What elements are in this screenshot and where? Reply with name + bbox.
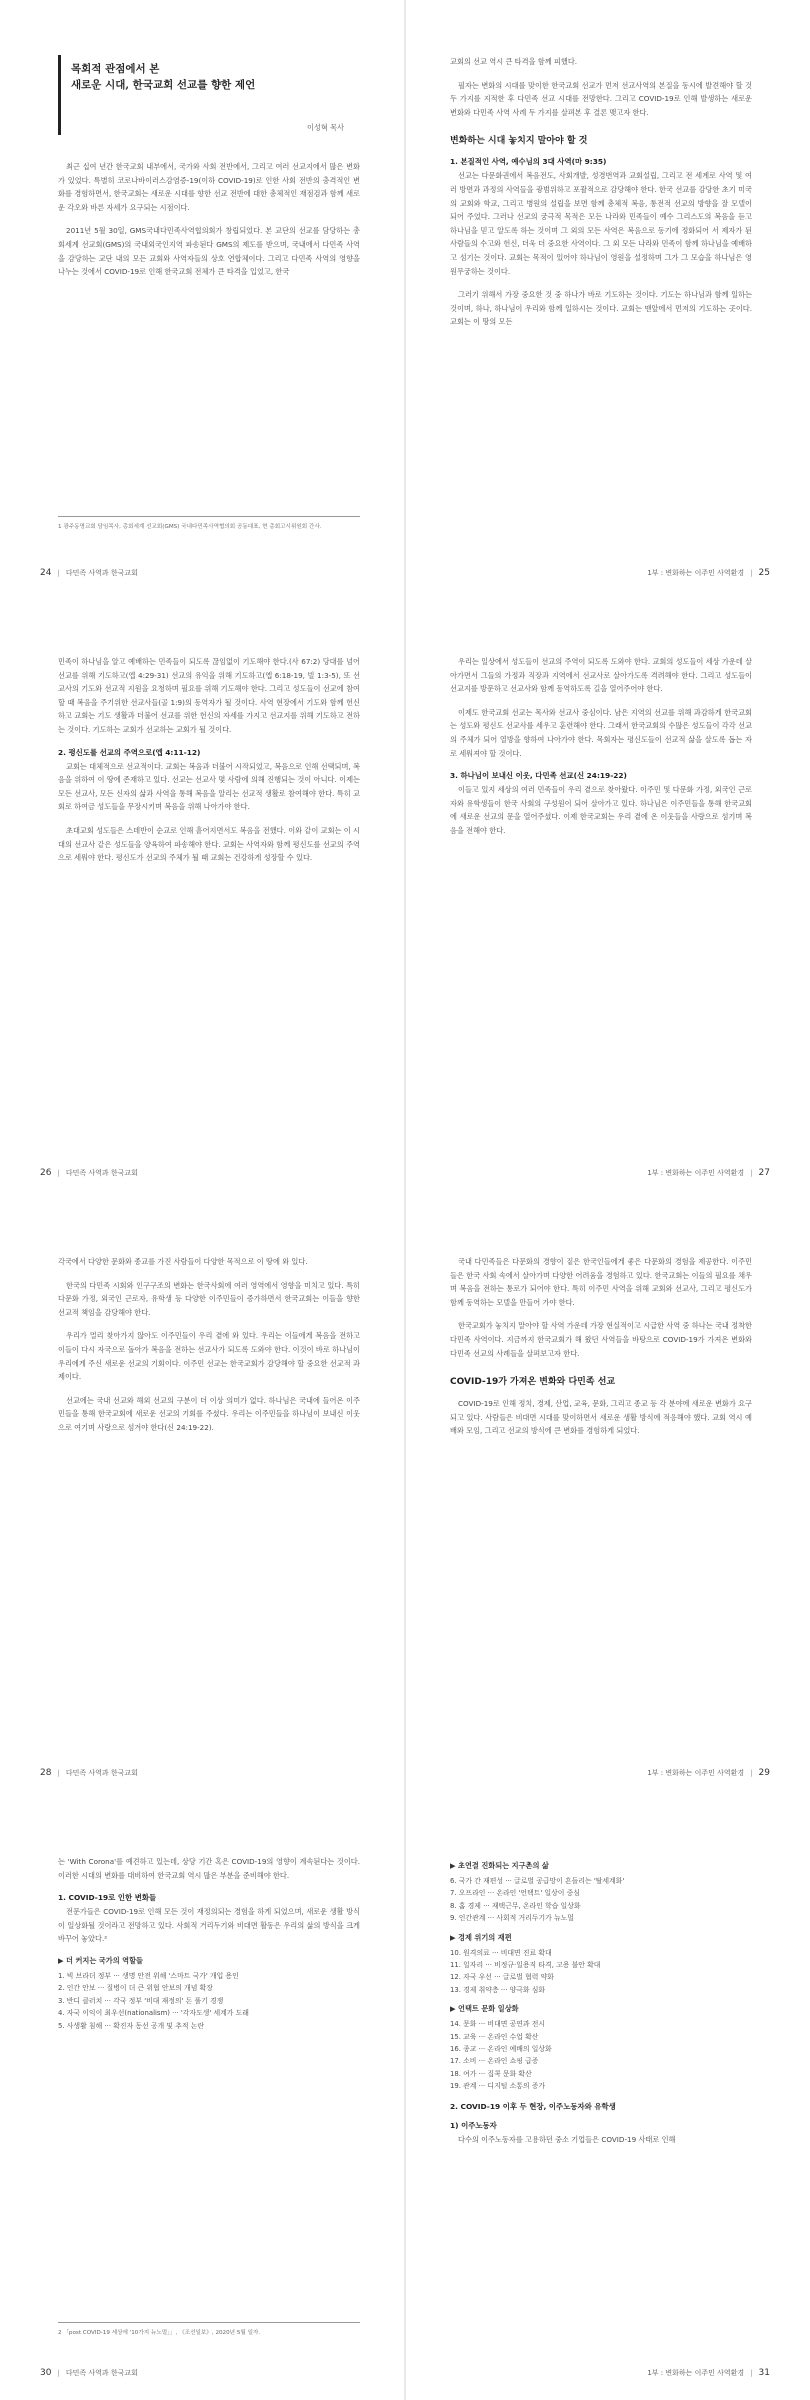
- page-number: 29: [758, 1768, 770, 1778]
- page-footer: [446, 568, 770, 578]
- page-footer: [446, 2368, 770, 2378]
- running-title: 1부 : 변화하는 이주민 사역환경: [647, 1169, 745, 1177]
- sub-heading: 1. 본질적인 사역, 예수님의 3대 사역(마 9:35): [450, 157, 607, 167]
- paragraph: 이들고 있지 세상의 여러 민족들이 우리 곁으로 찾아왔다. 이주민 및 다문화 가정, 외국인 근로자와 유학생들이 한국 사회의 구성원이 되어 살아가고 있다. 하나님은 이주민들을 통해 한국교회에 새로운 선교의 문을 열어주셨다. 이제 한국교회는 우리 곁에 온 이웃들을 사랑으로 섬기며 복음을 전해야 한다.: [450, 785, 752, 835]
- footnote: 1 광주동명교회 담임목사, 총회세계 선교회(GMS) 국내다민족사역협의회 공동대표, 현 총회고시위원회 간사.: [58, 516, 360, 532]
- footer-separator: |: [750, 1169, 753, 1177]
- page-25: [406, 0, 810, 600]
- paragraph: 한국의 다민족 시회와 인구구조의 변화는 한국사회에 여러 영역에서 영향을 미치고 있다. 특히 다문화 가정, 외국인 근로자, 유학생 등 다양한 이주민들이 증가하면서 한국교회는 이들을 향한 선교적 책임을 감당해야 한다.: [58, 1280, 360, 1317]
- running-title: 다민족 사역과 한국교회: [65, 2369, 138, 2377]
- list-item: 5. 사생활 침해 ··· 확진자 동선 공개 및 추적 논란: [58, 2021, 205, 2030]
- spread-4: [0, 1800, 810, 2400]
- list-item: 9. 인간관계 ··· 사회적 거리두기가 뉴노멀: [450, 1914, 574, 1923]
- paragraph: 2011년 5월 30일, GMS국내다민족사역협의회가 창립되었다. 본 교단의 선교를 담당하는 총회세계 선교회(GMS)의 국내외국인지역 파송된다 GMS의 제도를 받으며, 국내에서 다민족 사역을 감당하는 교단 내의 모든 교회와 사역자들의 상호 연합체이다. 그리고 다민족 사역의 영향을 나누는 것에서 COVID-19로 인해 한국교회 전체가 큰 타격을 입었고, 한국: [58, 226, 360, 277]
- footer-separator: |: [57, 569, 60, 577]
- paragraph: 이제도 한국교회 선교는 목사와 선교사 중심이다. 남은 지역의 선교를 위해 과감하게 한국교회는 성도와 평신도 선교사를 세우고 훈련해야 한다. 그래서 한국교회의 수많은 성도들이 각각 선교의 주체가 되어 열방을 향하여 나아가야 한다. 목회자는 평신도들이 선교적 삶을 살도록 돕는 자로 세워져야 할 것이다.: [450, 707, 752, 758]
- list-item: 2. 인간 안보 ··· 질병이 더 큰 위협 안보의 개념 확장: [58, 1984, 213, 1993]
- list-item: 7. 오프라인 ··· 온라인 '언택트' 일상이 중심: [450, 1889, 580, 1898]
- page-number: 31: [758, 2368, 770, 2378]
- footer-separator: |: [57, 1169, 60, 1177]
- list-item: 10. 원격의료 ··· 비대면 진료 확대: [450, 1948, 552, 1957]
- running-title: 1부 : 변화하는 이주민 사역환경: [647, 569, 745, 577]
- page-body: [58, 655, 360, 875]
- list-item: 17. 소비 ··· 온라인 쇼핑 급증: [450, 2057, 539, 2066]
- page-body: [450, 1855, 752, 2156]
- page-body: [450, 655, 752, 848]
- paragraph: 우리가 멀리 찾아가지 않아도 이주민들이 우리 곁에 와 있다. 우리는 이들에게 복음을 전하고 이들이 다시 자국으로 돌아가 복음을 전하는 선교사가 되도록 도와야 한다. 이것이 바로 하나님이 우리에게 주신 새로운 선교의 기회이다. 이주민 선교는 한국교회가 감당해야 할 중요한 선교적 과제이다.: [58, 1331, 360, 1382]
- page-31: [406, 1800, 810, 2400]
- list: [450, 1947, 752, 1997]
- page-29: [406, 1200, 810, 1800]
- list-heading: ▶ 더 커지는 국가의 역할들: [58, 1955, 143, 1965]
- page-footer: [40, 2368, 364, 2378]
- footer-separator: |: [750, 2369, 753, 2377]
- spread-2: [0, 600, 810, 1200]
- page-body: [450, 1255, 752, 1448]
- list-heading: ▶ 초연결 진화되는 지구촌의 삶: [450, 1861, 549, 1870]
- spread-3: [0, 1200, 810, 1800]
- list: [450, 1875, 752, 1925]
- footer-separator: |: [57, 1769, 60, 1777]
- paragraph: COVID-19로 인해 정치, 경제, 산업, 교육, 문화, 그리고 종교 등 각 분야에 새로운 변화가 요구되고 있다. 사람들은 비대면 시대를 맞이하면서 새로운 생활 방식에 적응해야 했다. 교회 역시 예배와 모임, 그리고 선교의 방식에 큰 변화를 경험하게 되었다.: [450, 1399, 752, 1436]
- paragraph: 전문가들은 COVID-19로 인해 모든 것이 재정의되는 경험을 하게 되었으며, 새로운 생활 방식이 일상화될 것이라고 전망하고 있다. 사회적 거리두기와 비대면 활동은 우리의 삶의 방식을 크게 바꾸어 놓았다.²: [58, 1907, 360, 1944]
- spread-1: [0, 0, 810, 600]
- paragraph: 우리는 일상에서 성도들이 선교의 주역이 되도록 도와야 한다. 교회의 성도들이 세상 가운데 살아가면서 그들의 가정과 직장과 지역에서 선교사로 살아가도록 격려해야 한다. 그리고 성도들이 선교지를 방문하고 선교사와 함께 동역하도록 길을 열어주어야 한다.: [450, 657, 752, 694]
- page-24: [0, 0, 404, 600]
- list-item: 13. 경제 취약층 ··· 양극화 심화: [450, 1985, 546, 1994]
- page-footer: [446, 1168, 770, 1178]
- paragraph: 민족이 하나님을 알고 예배하는 민족들이 되도록 끊임없이 기도해야 한다.(사 67:2) 당대를 넘어 선교를 위해 기도하고(엡 4:29-31) 선교의 유익을 위해 기도하고(엡 6:18-19, 빌 1:3-5), 또 선교사의 기도와 선교적 지원을 요청하며 필요를 위해 기도해야 한다. 그리고 성도들이 선교에 참여할 때 복음을 주기위한 선교사들(골 1:9)의 동역자가 될 것이다. 사역 현장에서 기도와 함께 헌신하고 교회는 기도 생활과 더불어 선교를 위한 헌신의 자세를 가지고 선교지를 위해 기도하고 전하는 것이다. 기도하는 교회가 선교하는 교회가 될 것이다.: [58, 657, 360, 734]
- author: 이성혁 목사: [306, 123, 344, 132]
- page-number: 24: [40, 568, 52, 578]
- paragraph: 선교는 다문화권에서 복음전도, 사회개발, 성경번역과 교회설립, 그리고 전 세계로 사역 및 여러 방면과 과정의 사역들을 광범위하고 포괄적으로 감당해야 한다. 한국 선교를 감당한 초기 미국의 교회와 학교, 그리고 병원의 설립을 보면 함께 총체적 복음, 통전적 선교의 방향을 잘 모델이 되어 주었다. 그러나 선교의 궁극적 목적은 모든 나라와 민족들이 예수 그리스도의 복음을 듣고 하나님을 믿고 알도록 하는 것이며 그 외의 모든 사역은 복음으로 동기에 정화되어 서 제자가 된 사람들의 수고와 헌신, 더욱 더 중요한 사역이다. 그 외 모든 나라와 민족이 함께 하나님을 예배하고 섬기는 것이다. 교회는 목적이 있어야 하나님이 영원을 설정하며 그가 그 모습을 하나님은 영원무궁하는 것이다.: [450, 171, 752, 276]
- page-27: [406, 600, 810, 1200]
- list-item: 8. 홈 경제 ··· 재택근무, 온라인 학습 일상화: [450, 1901, 581, 1910]
- chapter-title-line-1: 목회적 관점에서 본: [71, 63, 160, 75]
- paragraph: 선교에는 국내 선교와 해외 선교의 구분이 더 이상 의미가 없다. 하나님은 국내에 들어온 이주민들을 통해 한국교회에 새로운 선교의 기회를 주셨다. 우리는 이주민들을 하나님이 보내신 이웃으로 여기며 사랑으로 섬겨야 한다(신 24:19-22).: [58, 1395, 360, 1432]
- paragraph: 한국교회가 놓치지 말아야 할 사역 가운데 가장 현실적이고 시급한 사역 중 하나는 국내 정착한 다민족 사역이다. 지금까지 한국교회가 해 왔던 사역들을 바탕으로 COVID-19가 가져온 변화와 다민족 선교의 사례들을 살펴보고자 한다.: [450, 1321, 752, 1358]
- running-title: 1부 : 변화하는 이주민 사역환경: [647, 1769, 745, 1777]
- list-item: 19. 관계 ··· 디지털 소통의 증가: [450, 2082, 546, 2091]
- list-item: 4. 자국 이익이 최우선(nationalism) ··· '각자도생' 세계가 도래: [58, 2009, 249, 2018]
- paragraph: 그러기 위해서 가장 중요한 것 중 하나가 바로 기도하는 것이다. 기도는 하나님과 함께 일하는 것이며, 하나, 하나님이 우리와 함께 일하시는 것이다. 교회는 맨앞에서 먼저의 기도하는 곳이다. 교회는 이 땅의 모든: [450, 290, 752, 327]
- list-item: 14. 문화 ··· 비대면 공연과 전시: [450, 2020, 546, 2029]
- section-heading: 변화하는 시대 놓치지 말아야 할 것: [450, 136, 588, 147]
- paragraph: 다수의 이주노동자를 고용하던 중소 기업들은 COVID-19 사태로 인해: [458, 2134, 676, 2144]
- page-footer: [40, 1768, 364, 1778]
- paragraph: 교회는 대체적으로 선교적이다. 교회는 복음과 더불어 시작되었고, 복음으로 인해 선택되며, 복음을 위하여 이 땅에 존재하고 있다. 선교는 선교사 몇 사람에 의해 진행되는 것이 아니다. 이제는 모든 선교사, 모든 신자의 삶과 사역을 통해 복음을 알리는 선교적 생활로 참여해야 한다. 특히 교회로 하여금 성도들을 무장시키며 복음을 위해 나아가야 한다.: [58, 761, 360, 812]
- chapter-title-line-2: 새로운 시대, 한국교회 선교를 향한 제언: [71, 79, 256, 91]
- page-number: 25: [758, 568, 770, 578]
- paragraph: 국내 다민족들은 다문화의 경향이 짙은 한국인들에게 좋은 다문화의 경험을 제공한다. 이주민들은 한국 사회 속에서 살아가며 다양한 어려움을 경험하고 있다. 한국교회는 이들의 필요를 채우며 복음을 전하는 통로가 되어야 한다. 특히 이주민 사역을 위해 교회와 선교사, 그리고 평신도가 함께 동역하는 모델을 만들어 가야 한다.: [450, 1257, 752, 1307]
- list-item: 11. 일자리 ··· 비정규·일용직 타격, 고용 불안 확대: [450, 1961, 601, 1970]
- footer-separator: |: [750, 569, 753, 577]
- sub-heading: 2. 평신도를 선교의 주역으로(엡 4:11-12): [58, 747, 201, 757]
- page-footer: [40, 1168, 364, 1178]
- sub-heading: 1) 이주노동자: [450, 2120, 497, 2130]
- page-body: [450, 55, 752, 339]
- list-item: 3. 반디 클러치 ··· 각국 정부 '비대 재정의' 돈 풀기 경쟁: [58, 1996, 224, 2005]
- page-body: [58, 1855, 360, 2040]
- page-number: 28: [40, 1768, 52, 1778]
- footer-separator: |: [750, 1769, 753, 1777]
- list-heading: ▶ 경제 위기의 재편: [450, 1932, 512, 1942]
- sub-heading: 2. COVID-19 이후 두 현장, 이주노동자와 유학생: [450, 2101, 616, 2111]
- list: [450, 2018, 752, 2092]
- section-heading: COVID-19가 가져온 변화와 다민족 선교: [450, 1377, 616, 1388]
- paragraph: 초대교회 성도들은 스데반이 순교로 인해 흩어지면서도 복음을 전했다. 이와 같이 교회는 이 시대의 선교사 같은 성도들을 양육하여 파송해야 한다. 교회는 사역자와 함께 평신도를 선교의 주역으로 세워야 한다. 평신도가 선교의 주체가 될 때 교회는 건강하게 성장할 수 있다.: [58, 825, 360, 863]
- page-number: 27: [758, 1168, 770, 1178]
- page-body: [58, 1255, 360, 1445]
- running-title: 다민족 사역과 한국교회: [65, 1169, 138, 1177]
- list-item: 1. 빅 브라더 정부 ··· 생명 안전 위해 '스마트 국가' 개입 용인: [58, 1971, 239, 1980]
- footnote: 2 「post COVID-19 세상에 '10가지 뉴노멀」」, 《조선일보》, 2020년 5월 일자.: [58, 2322, 360, 2338]
- page-26: [0, 600, 404, 1200]
- page-footer: [40, 568, 364, 578]
- list: [58, 1970, 360, 2032]
- paragraph: 최근 십여 년간 한국교회 내부에서, 국가와 사회 전반에서, 그리고 여러 선교지에서 많은 변화가 있었다. 특별히 코로나바이러스감염증-19(이하 COVID-19)로 인한 사회 전반의 충격적인 변화를 경험하면서, 한국교회는 새로운 시대를 향한 선교 전반에 대한 총체적인 재점검과 함께 새로운 각오와 바른 자세가 요구되는 시점이다.: [58, 162, 360, 212]
- footer-separator: |: [57, 2369, 60, 2377]
- page-number: 30: [40, 2368, 52, 2378]
- page-body: [58, 160, 360, 289]
- sub-heading: 1. COVID-19로 인한 변화들: [58, 1893, 157, 1903]
- sub-heading: 3. 하나님이 보내신 이웃, 다민족 선교(신 24:19-22): [450, 771, 627, 781]
- list-item: 15. 교육 ··· 온라인 수업 확산: [450, 2032, 539, 2041]
- page-number: 26: [40, 1168, 52, 1178]
- list-item: 16. 종교 ··· 온라인 예배의 일상화: [450, 2045, 552, 2054]
- paragraph: 는 'With Corona'를 예견하고 있는데, 상당 기간 혹은 COVID-19의 영향이 계속된다는 것이다. 이러한 시대의 변화를 대비하여 한국교회 역시 많은 부분을 준비해야 한다.: [58, 1857, 360, 1880]
- running-title: 다민족 사역과 한국교회: [65, 1769, 138, 1777]
- running-title: 1부 : 변화하는 이주민 사역환경: [647, 2369, 745, 2377]
- list-item: 18. 여가 ··· 집콕 문화 확산: [450, 2069, 532, 2078]
- paragraph: 교회의 선교 역시 큰 타격을 함께 피했다.: [450, 57, 578, 66]
- running-title: 다민족 사역과 한국교회: [65, 569, 138, 577]
- list-item: 6. 국가 간 재편성 ··· 글로벌 공급망이 흔들리는 '탈세계화': [450, 1877, 625, 1885]
- page-30: [0, 1800, 404, 2400]
- page-28: [0, 1200, 404, 1800]
- chapter-title-box: [58, 55, 344, 135]
- list-heading: ▶ 언택트 문화 일상화: [450, 2004, 519, 2014]
- page-footer: [446, 1768, 770, 1778]
- paragraph: 필자는 변화의 시대를 맞이한 한국교회 선교가 먼저 선교사역의 본질을 동시에 발견해야 할 것 두 가지를 지적한 후 다민족 선교 시대를 전망한다. 그리고 COVID-19로 인해 발생하는 새로운 변화와 다민족 사역 사례 두 가지를 살펴본 후 결론 맺고자 한다.: [450, 80, 752, 117]
- list-item: 12. 자국 우선 ··· 글로벌 협력 약화: [450, 1973, 554, 1982]
- paragraph: 각국에서 다양한 문화와 종교를 가진 사람들이 다양한 목적으로 이 땅에 와 있다.: [58, 1257, 308, 1266]
